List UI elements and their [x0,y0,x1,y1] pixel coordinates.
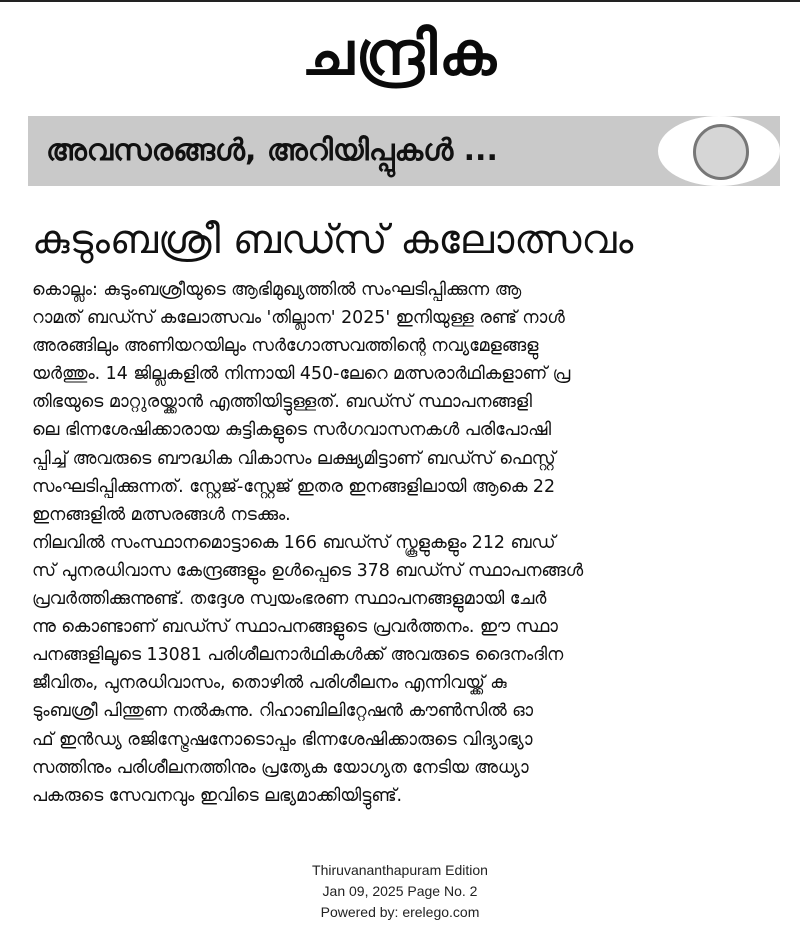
article-body [32,276,792,810]
article-line: പ്പിച്ച് അവരുടെ ബൗദ്ധിക വികാസം ലക്ഷ്യമിട്ടാണ് ബഡ്സ് ഫെസ്റ്റ് [32,448,556,469]
article-line: തിഭയുടെ മാറ്റുരയ്ക്കാൻ എത്തിയിട്ടുള്ളത്. ബഡ്സ് സ്ഥാപനങ്ങളി [32,392,532,413]
edition-footer [0,860,800,923]
top-border-rule [0,0,800,2]
article-line: കൊല്ലം: കുടുംബശ്രീയുടെ ആഭിമുഖ്യത്തിൽ സംഘടിപ്പിക്കുന്ന ആ [32,280,522,300]
article-line: ജീവിതം, പുനരധിവാസം, തൊഴിൽ പരിശീലനം എന്നിവയ്ക്ക് കു [32,673,507,694]
newspaper-masthead: ചന്ദ്രിക [301,19,499,89]
article-line: റാമത് ബഡ്സ് കലോത്സവം 'തില്ലാന' 2025' ഇനിയുള്ള രണ്ട് നാൾ [32,308,565,329]
article-line: അരങ്ങിലും അണിയറയിലും സർഗോത്സവത്തിന്റെ നവ്യമേളങ്ങളു [32,336,539,357]
article-line: ഇനങ്ങളിൽ മത്സരങ്ങൾ നടക്കും. [32,504,291,525]
edition-name: Thiruvananthapuram Edition [312,862,488,878]
article-line: സത്തിനും പരിശീലനത്തിനും പ്രത്യേക യോഗ്യത നേടിയ അധ്യാ [32,757,529,778]
article-line: പ്രവർത്തിക്കുന്നുണ്ട്. തദ്ദേശ സ്വയംഭരണ സ്ഥാപനങ്ങളുമായി ചേർ [32,589,547,610]
article-line: പനങ്ങളിലൂടെ 13081 പരിശീലനാർഥികൾക്ക് അവരുടെ ദൈനംദിന [32,645,564,666]
article-line: യർത്തും. 14 ജില്ലകളിൽ നിന്നായി 450-ലേറെ മത്സരാർഥികളാണ് പ്ര [32,364,571,385]
article-line: നിലവിൽ സംസ്ഥാനമൊട്ടാകെ 166 ബഡ്സ് സ്കൂളുകളും 212 ബഡ് [32,532,556,553]
article-line: ന്നു കൊണ്ടാണ് ബഡ്സ് സ്ഥാപനങ്ങളുടെ പ്രവർത്തനം. ഈ സ്ഥാ [32,617,558,638]
article-line: ഫ് ഇൻഡ്യ രജിസ്ട്രേഷനോടൊപ്പം ഭിന്നശേഷിക്കാരുടെ വിദ്യാഭ്യാ [32,729,533,750]
article-headline: കുടുംബശ്രീ ബഡ്സ് കലോത്സവം [32,217,634,263]
circle-emblem-icon [693,124,749,180]
article-line: ടുംബശ്രീ പിന്തുണ നൽകുന്നു. റിഹാബിലിറ്റേഷൻ കൗൺസിൽ ഓ [32,701,533,722]
article-line: സ് പുനരധിവാസ കേന്ദ്രങ്ങളും ഉൾപ്പെടെ 378 ബഡ്സ് സ്ഥാപനങ്ങൾ [32,560,584,581]
article-line: സംഘടിപ്പിക്കുന്നത്. സ്റ്റേജ്-സ്റ്റേജ് ഇതര ഇനങ്ങളിലായി ആകെ 22 [32,476,556,497]
edition-date-page: Jan 09, 2025 Page No. 2 [322,883,478,899]
article-line: പകരുടെ സേവനവും ഇവിടെ ലഭ്യമാക്കിയിട്ടുണ്ട്. [32,785,402,806]
article-line: ലെ ഭിന്നശേഷിക്കാരായ കുട്ടികളുടെ സർഗവാസനകൾ പരിപോഷി [32,420,551,441]
section-emblem [658,116,780,186]
section-header-band [28,116,780,186]
powered-by-link[interactable]: Powered by: erelego.com [320,904,480,920]
section-title: അവസരങ്ങൾ, അറിയിപ്പുകൾ ... [46,133,498,168]
